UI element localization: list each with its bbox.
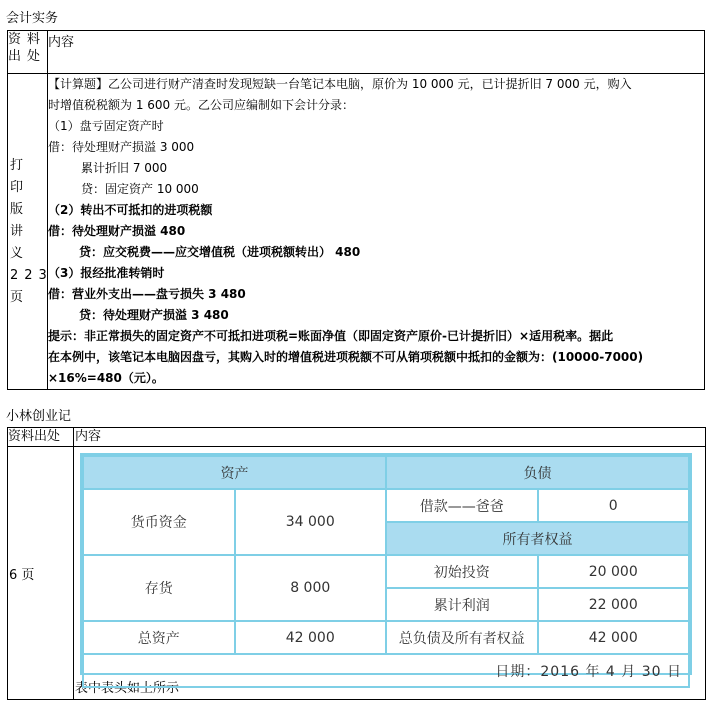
inventory-value: 8 000 <box>235 555 387 621</box>
problem-line: 【计算题】乙公司进行财产清查时发现短缺一台笔记本电脑，原价为 10 000 元，已计提折旧 7 000 元，购入 <box>48 77 632 91</box>
entry-line: 借：待处理财产损溢 3 000 <box>48 140 195 154</box>
section-title-accounting: 会计实务 <box>6 11 59 26</box>
invest-value: 20 000 <box>538 555 690 588</box>
entry-line: 借：待处理财产损溢 480 <box>48 224 186 238</box>
profit-value: 22 000 <box>538 588 690 621</box>
header-content: 内容 <box>48 31 705 74</box>
date-label: 日期：2016 年 4 月 30 日 <box>83 654 689 687</box>
header-content: 内容 <box>74 428 706 447</box>
profit-label: 累计利润 <box>386 588 538 621</box>
liabilities-header: 负债 <box>386 456 689 489</box>
source-cell: 打印版讲义223页 <box>8 74 48 390</box>
equity-header: 所有者权益 <box>386 522 689 555</box>
entry-line: 累计折旧 7 000 <box>81 161 168 175</box>
assets-header: 资产 <box>83 456 386 489</box>
tip-line: 在本例中，该笔记本电脑因盘亏，其购入时的增值税进项税额不可从销项税额中抵扣的金额为：(10000-7000) <box>48 350 644 364</box>
step-heading: （2）转出不可抵扣的进项税额 <box>48 203 213 217</box>
problem-line: 时增值税税额为 1 600 元。乙公司应编制如下会计分录： <box>48 98 354 112</box>
balance-sheet <box>80 453 692 680</box>
cash-label: 货币资金 <box>83 489 235 555</box>
source-cell: 6 页 <box>8 447 74 700</box>
total-assets-value: 42 000 <box>235 621 387 654</box>
loan-value: 0 <box>538 489 690 522</box>
header-source: 资料出处 <box>8 31 48 74</box>
cash-value: 34 000 <box>235 489 387 555</box>
loan-label: 借款——爸爸 <box>386 489 538 522</box>
tip-line: ×16%=480（元）。 <box>48 371 164 385</box>
entry-line: 借：营业外支出——盘亏损失 3 480 <box>48 287 246 301</box>
content-cell <box>48 74 705 390</box>
entry-line: 贷：固定资产 10 000 <box>81 182 199 196</box>
total-assets-label: 总资产 <box>83 621 235 654</box>
lecture-table <box>7 30 705 390</box>
step-heading: （3）报经批准转销时 <box>48 266 165 280</box>
entry-line: 贷：待处理财产损溢 3 480 <box>79 308 229 322</box>
invest-label: 初始投资 <box>386 555 538 588</box>
total-le-value: 42 000 <box>538 621 690 654</box>
entry-line: 贷：应交税费——应交增值税（进项税额转出） 480 <box>79 245 361 259</box>
inventory-label: 存货 <box>83 555 235 621</box>
tip-line: 提示：非正常损失的固定资产不可抵扣进项税=账面净值（即固定资产原价-已计提折旧）×适用税率。据此 <box>48 329 614 343</box>
footer-note: 表中表头如上所示 <box>75 681 180 696</box>
section-title-startup: 小林创业记 <box>6 409 72 424</box>
total-le-label: 总负债及所有者权益 <box>386 621 538 654</box>
header-source: 资料出处 <box>8 428 74 447</box>
step-heading: （1）盘亏固定资产时 <box>48 119 164 133</box>
